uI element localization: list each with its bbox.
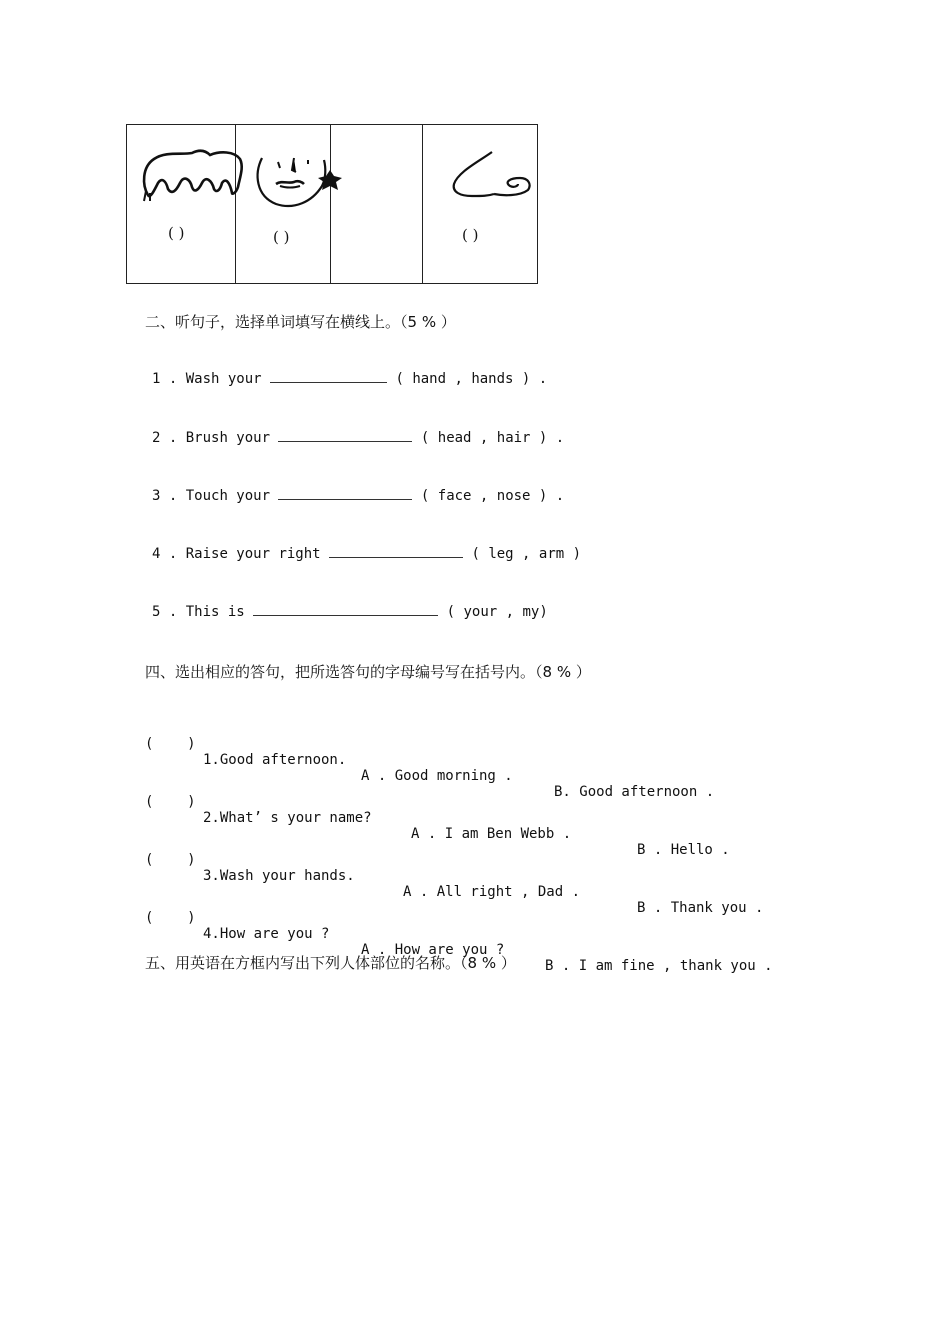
item-prompt: Raise your right — [185, 546, 321, 562]
item-prompt: Wash your — [185, 371, 262, 387]
item-number: 2 . — [152, 430, 178, 446]
face-drawing-icon — [250, 148, 355, 213]
answer-paren[interactable]: ( ) — [145, 794, 196, 810]
option-b: B . I am fine , thank you . — [545, 958, 773, 974]
nose-drawing-icon — [448, 148, 538, 203]
answer-blank[interactable] — [253, 603, 438, 616]
fill-item-3 — [152, 487, 564, 504]
option-a: A . I am Ben Webb . — [411, 826, 572, 842]
hair-drawing-icon — [140, 145, 245, 205]
item-number: 5 . — [152, 604, 178, 620]
answer-paren[interactable]: ( ) — [145, 910, 196, 926]
answer-blank[interactable] — [329, 545, 463, 558]
item-options: ( your , my) — [446, 604, 548, 620]
question: 1.Good afternoon. — [203, 752, 347, 768]
question: 2.What’ s your name? — [203, 810, 372, 826]
section-5-heading: 五、用英语在方框内写出下列人体部位的名称。（8 % ） — [145, 954, 516, 972]
item-number: 1 . — [152, 371, 178, 387]
answer-paren-3[interactable]: ( ) — [462, 226, 479, 244]
fill-item-5 — [152, 603, 548, 620]
item-number: 4 . — [152, 546, 178, 562]
option-b: B. Good afternoon . — [554, 784, 715, 800]
option-b: B . Hello . — [637, 842, 730, 858]
item-options: ( hand , hands ) . — [395, 371, 548, 387]
fill-item-4 — [152, 545, 581, 562]
answer-paren[interactable]: ( ) — [145, 736, 196, 752]
answer-paren-1[interactable]: ( ) — [168, 224, 185, 242]
fill-item-1 — [152, 370, 547, 387]
answer-blank[interactable] — [270, 370, 387, 383]
item-options: ( leg , arm ) — [471, 546, 582, 562]
option-a: A . Good morning . — [361, 768, 513, 784]
option-b: B . Thank you . — [637, 900, 764, 916]
divider — [422, 125, 423, 283]
item-prompt: Brush your — [185, 430, 271, 446]
answer-blank[interactable] — [278, 487, 412, 500]
item-prompt: Touch your — [185, 488, 271, 504]
item-options: ( face , nose ) . — [420, 488, 565, 504]
section-2-heading: 二、听句子，选择单词填写在横线上。（5 % ） — [145, 313, 456, 331]
question: 4.How are you ? — [203, 926, 330, 942]
option-a: A . How are you ? — [361, 942, 505, 958]
answer-paren[interactable]: ( ) — [145, 852, 196, 868]
item-options: ( head , hair ) . — [420, 430, 565, 446]
question: 3.Wash your hands. — [203, 868, 355, 884]
item-prompt: This is — [185, 604, 245, 620]
item-number: 3 . — [152, 488, 178, 504]
answer-blank[interactable] — [278, 429, 412, 442]
fill-item-2 — [152, 429, 564, 446]
section-4-heading: 四、选出相应的答句，把所选答句的字母编号写在括号内。（8 % ） — [145, 663, 591, 681]
answer-paren-2[interactable]: ( ) — [273, 228, 290, 246]
option-a: A . All right , Dad . — [403, 884, 581, 900]
